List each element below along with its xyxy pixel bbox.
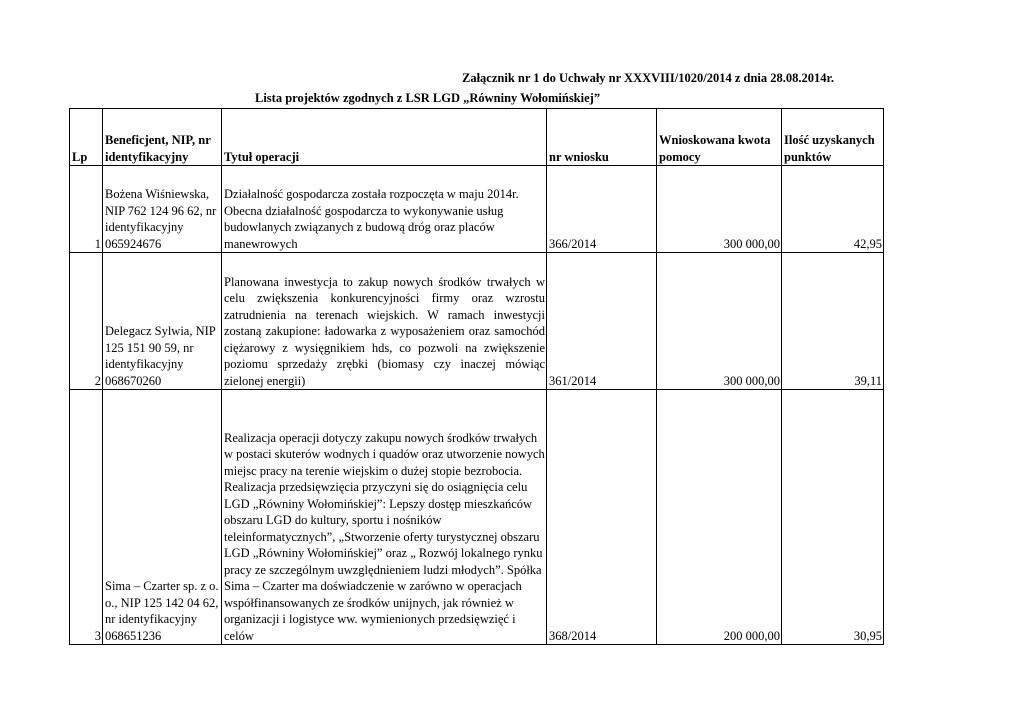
cell-beneficiary: Sima – Czarter sp. z o. o., NIP 125 142 04 62, nr identyfikacyjny 068651236 bbox=[103, 390, 222, 645]
cell-lp: 3 bbox=[70, 390, 103, 645]
projects-table bbox=[69, 108, 884, 645]
table-row bbox=[70, 253, 884, 390]
cell-points: 42,95 bbox=[782, 166, 884, 253]
col-header-application-no: nr wniosku bbox=[547, 109, 657, 166]
cell-beneficiary: Bożena Wiśniewska, NIP 762 124 96 62, nr identyfikacyjny 065924676 bbox=[103, 166, 222, 253]
table-row bbox=[70, 166, 884, 253]
list-title: Lista projektów zgodnych z LSR LGD „Równiny Wołomińskiej” bbox=[255, 91, 601, 105]
cell-points: 39,11 bbox=[782, 253, 884, 390]
cell-points: 30,95 bbox=[782, 390, 884, 645]
table-row bbox=[70, 390, 884, 645]
annex-title: Załącznik nr 1 do Uchwały nr XXXVIII/1020/2014 z dnia 28.08.2014r. bbox=[462, 71, 835, 85]
cell-operation: Planowana inwestycja to zakup nowych środków trwałych w celu zwiększenia konkurencyjności firmy oraz wzrostu zatrudnienia na terenach wiejskich. W ramach inwestycji zostaną zakupione: ładowarka z wyposażeniem oraz samochód ciężarowy z wysięgnikiem hds, co pozwoli na zwiększenie poziomu sprzedaży zrębki (biomasy czy inaczej mówiąc zielonej energii) bbox=[222, 253, 547, 390]
table-header-row bbox=[70, 109, 884, 166]
cell-application-no: 361/2014 bbox=[547, 253, 657, 390]
cell-operation: Realizacja operacji dotyczy zakupu nowych środków trwałych w postaci skuterów wodnych i quadów oraz utworzenie nowych miejsc pracy na terenie wiejskim o dużej stopie bezrobocia. Realizacja przedsięwzięcia przyczyni się do osiągnięcia celu LGD „Równiny Wołomińskiej”: Lepszy dostęp mieszkańców obszaru LGD do kultury, sportu i nośników teleinformatycznych”, „Stworzenie oferty turystycznej obszaru LGD „Równiny Wołomińskiej” oraz „ Rozwój lokalnego rynku pracy ze szczególnym uwzględnieniem ludzi młodych”. Spółka Sima – Czarter ma doświadczenie w zarówno w operacjach współfinansowanych ze środków unijnych, jak również w organizacji i logistyce ww. wymienionych przedsięwzięć i celów bbox=[222, 390, 547, 645]
cell-amount: 200 000,00 bbox=[657, 390, 782, 645]
col-header-amount: Wnioskowana kwota pomocy bbox=[657, 109, 782, 166]
cell-lp: 1 bbox=[70, 166, 103, 253]
col-header-lp: Lp bbox=[70, 109, 103, 166]
cell-lp: 2 bbox=[70, 253, 103, 390]
cell-amount: 300 000,00 bbox=[657, 166, 782, 253]
col-header-beneficiary: Beneficjent, NIP, nr identyfikacyjny bbox=[103, 109, 222, 166]
cell-amount: 300 000,00 bbox=[657, 253, 782, 390]
col-header-operation: Tytuł operacji bbox=[222, 109, 547, 166]
cell-application-no: 366/2014 bbox=[547, 166, 657, 253]
col-header-points: Ilość uzyskanych punktów bbox=[782, 109, 884, 166]
cell-beneficiary: Delegacz Sylwia, NIP 125 151 90 59, nr identyfikacyjny 068670260 bbox=[103, 253, 222, 390]
cell-application-no: 368/2014 bbox=[547, 390, 657, 645]
cell-operation: Działalność gospodarcza została rozpoczęta w maju 2014r. Obecna działalność gospodarcza to wykonywanie usług budowlanych związanych z budową dróg oraz placów manewrowych bbox=[222, 166, 547, 253]
